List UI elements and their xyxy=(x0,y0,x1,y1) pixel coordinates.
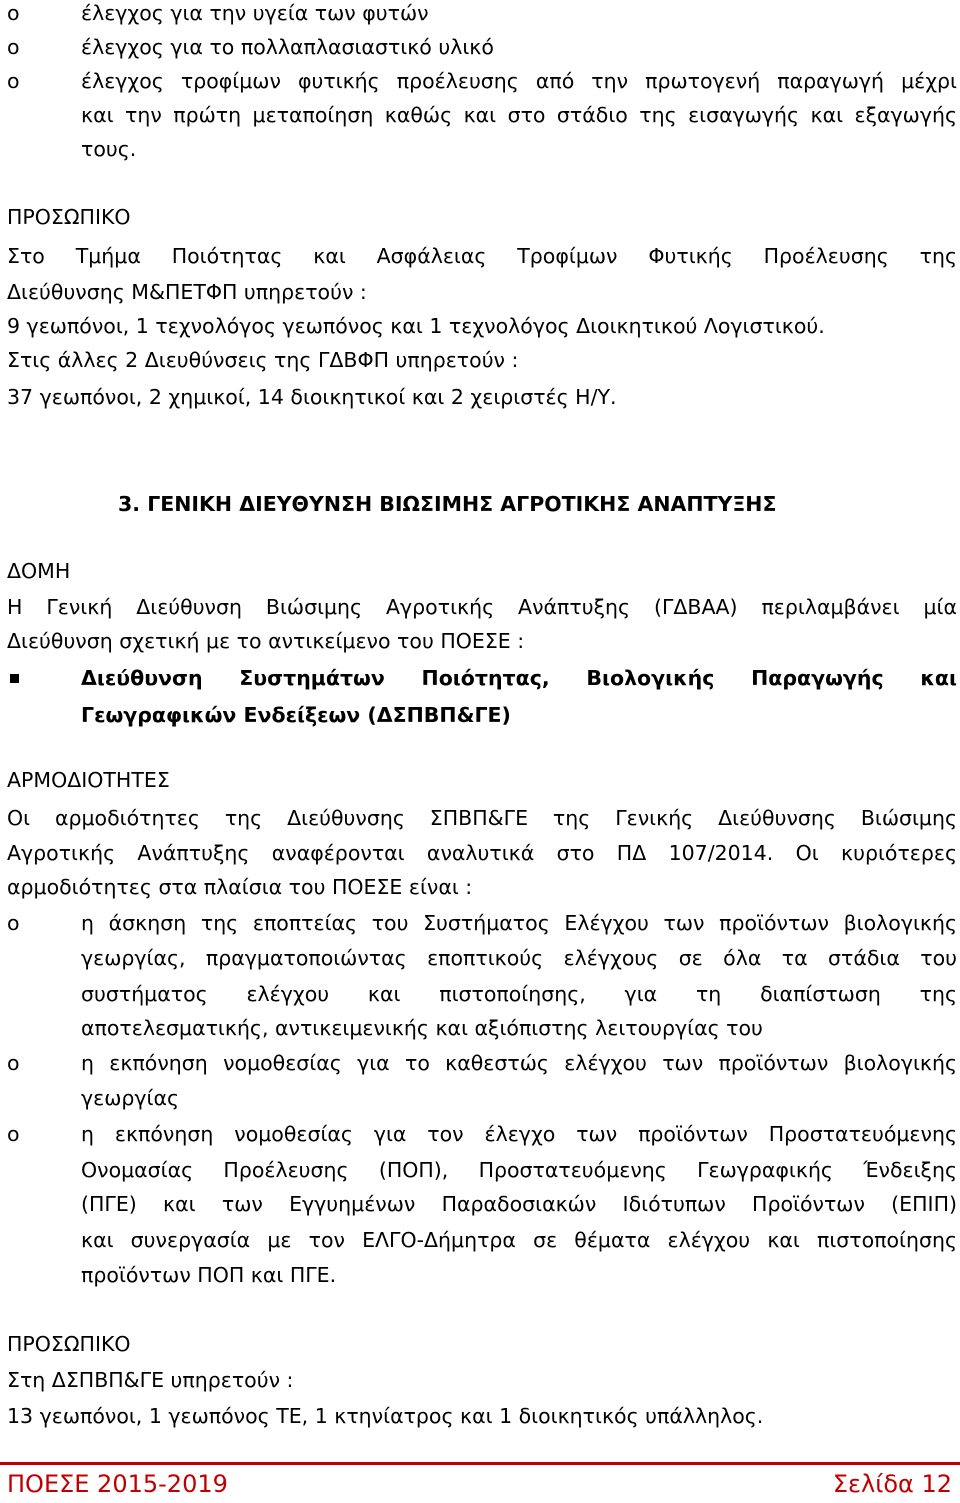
paragraph-line: αρμοδιότητες στα πλαίσια του ΠΟΕΣΕ είναι : xyxy=(7,875,473,899)
list-item-text: τους. xyxy=(81,137,137,161)
paragraph-line: Διεύθυνση σχετική με το αντικείμενο του ΠΟΕΣΕ : xyxy=(7,629,525,653)
list-item-text: και την πρώτη μεταποίηση καθώς και στο στάδιο της εισαγωγής και εξαγωγής xyxy=(81,103,957,127)
paragraph-line: 37 γεωπόνοι, 2 χημικοί, 14 διοικητικοί και 2 χειριστές Η/Υ. xyxy=(7,385,617,409)
footer-divider xyxy=(0,1462,960,1465)
paragraph-line: Διεύθυνσης Μ&ΠΕΤΦΠ υπηρετούν : xyxy=(7,280,367,304)
paragraph-line: Στις άλλες 2 Διευθύνσεις της ΓΔΒΦΠ υπηρετούν : xyxy=(7,348,519,372)
list-bullet: o xyxy=(7,1122,20,1146)
list-item-text: έλεγχος για την υγεία των φυτών xyxy=(81,1,429,25)
section-title: ΑΡΜΟΔΙΟΤΗΤΕΣ xyxy=(7,768,170,792)
list-item-text: συστήματος ελέγχου και πιστοποίησης, για τη διαπίστωση της xyxy=(81,982,957,1006)
paragraph-line: Στο Τμήμα Ποιότητας και Ασφάλειας Τροφίμων Φυτικής Προέλευσης της xyxy=(7,244,957,268)
list-bullet: o xyxy=(7,911,20,935)
list-item-text: έλεγχος για το πολλαπλασιαστικό υλικό xyxy=(81,35,494,59)
section-heading: 3. ΓΕΝΙΚΗ ΔΙΕΥΘΥΝΣΗ ΒΙΩΣΙΜΗΣ ΑΓΡΟΤΙΚΗΣ ΑΝΑΠΤΥΞΗΣ xyxy=(118,492,777,516)
directorate-name: Διεύθυνση Συστημάτων Ποιότητας, Βιολογικής Παραγωγής και xyxy=(81,666,957,690)
paragraph-line: Αγροτικής Ανάπτυξης αναφέρονται αναλυτικά στο ΠΔ 107/2014. Οι κυριότερες xyxy=(7,841,957,865)
paragraph-line: Στη ΔΣΠΒΠ&ΓΕ υπηρετούν : xyxy=(7,1368,294,1392)
list-item-text: γεωργίας, πραγματοποιώντας εποπτικούς ελέγχους σε όλα τα στάδια του xyxy=(81,946,957,970)
square-bullet-icon xyxy=(10,674,19,683)
list-item-text: έλεγχος τροφίμων φυτικής προέλευσης από την πρωτογενή παραγωγή μέχρι xyxy=(81,69,957,93)
list-item-text: και συνεργασία με τον ΕΛΓΟ-Δήμητρα σε θέματα ελέγχου και πιστοποίησης xyxy=(81,1228,957,1252)
section-title: ΠΡΟΣΩΠΙΚΟ xyxy=(7,1332,131,1356)
list-item-text: η εκπόνηση νομοθεσίας για τον έλεγχο των προϊόντων Προστατευόμενης xyxy=(81,1122,957,1146)
list-bullet: o xyxy=(7,1051,20,1075)
list-item-text: αποτελεσματικής, αντικειμενικής και αξιόπιστης λειτουργίας του xyxy=(81,1016,763,1040)
paragraph-line: Η Γενική Διεύθυνση Βιώσιμης Αγροτικής Ανάπτυξης (ΓΔΒΑΑ) περιλαμβάνει μία xyxy=(7,595,957,619)
list-item-text: (ΠΓΕ) και των Εγγυημένων Παραδοσιακών Ιδιότυπων Προϊόντων (ΕΠΙΠ) xyxy=(81,1192,957,1216)
section-title: ΔΟΜΗ xyxy=(7,559,71,583)
footer-title: ΠΟΕΣΕ 2015-2019 xyxy=(7,1470,228,1498)
list-bullet: o xyxy=(7,1,20,25)
paragraph-line: Οι αρμοδιότητες της Διεύθυνσης ΣΠΒΠ&ΓΕ της Γενικής Διεύθυνσης Βιώσιμης xyxy=(7,806,957,830)
page-number: Σελίδα 12 xyxy=(832,1470,952,1498)
paragraph-line: 13 γεωπόνοι, 1 γεωπόνος ΤΕ, 1 κτηνίατρος και 1 διοικητικός υπάλληλος. xyxy=(7,1404,764,1428)
list-bullet: o xyxy=(7,69,20,93)
paragraph-line: 9 γεωπόνοι, 1 τεχνολόγος γεωπόνος και 1 τεχνολόγος Διοικητικού Λογιστικού. xyxy=(7,314,825,338)
list-item-text: η εκπόνηση νομοθεσίας για το καθεστώς ελέγχου των προϊόντων βιολογικής xyxy=(81,1051,957,1075)
list-item-text: Ονομασίας Προέλευσης (ΠΟΠ), Προστατευόμενης Γεωγραφικής Ένδειξης xyxy=(81,1158,957,1182)
list-item-text: η άσκηση της εποπτείας του Συστήματος Ελέγχου των προϊόντων βιολογικής xyxy=(81,911,957,935)
list-item-text: προϊόντων ΠΟΠ και ΠΓΕ. xyxy=(81,1263,337,1287)
section-title: ΠΡΟΣΩΠΙΚΟ xyxy=(7,205,131,229)
list-bullet: o xyxy=(7,35,20,59)
directorate-name: Γεωγραφικών Ενδείξεων (ΔΣΠΒΠ&ΓΕ) xyxy=(81,703,511,727)
list-item-text: γεωργίας xyxy=(81,1086,180,1110)
